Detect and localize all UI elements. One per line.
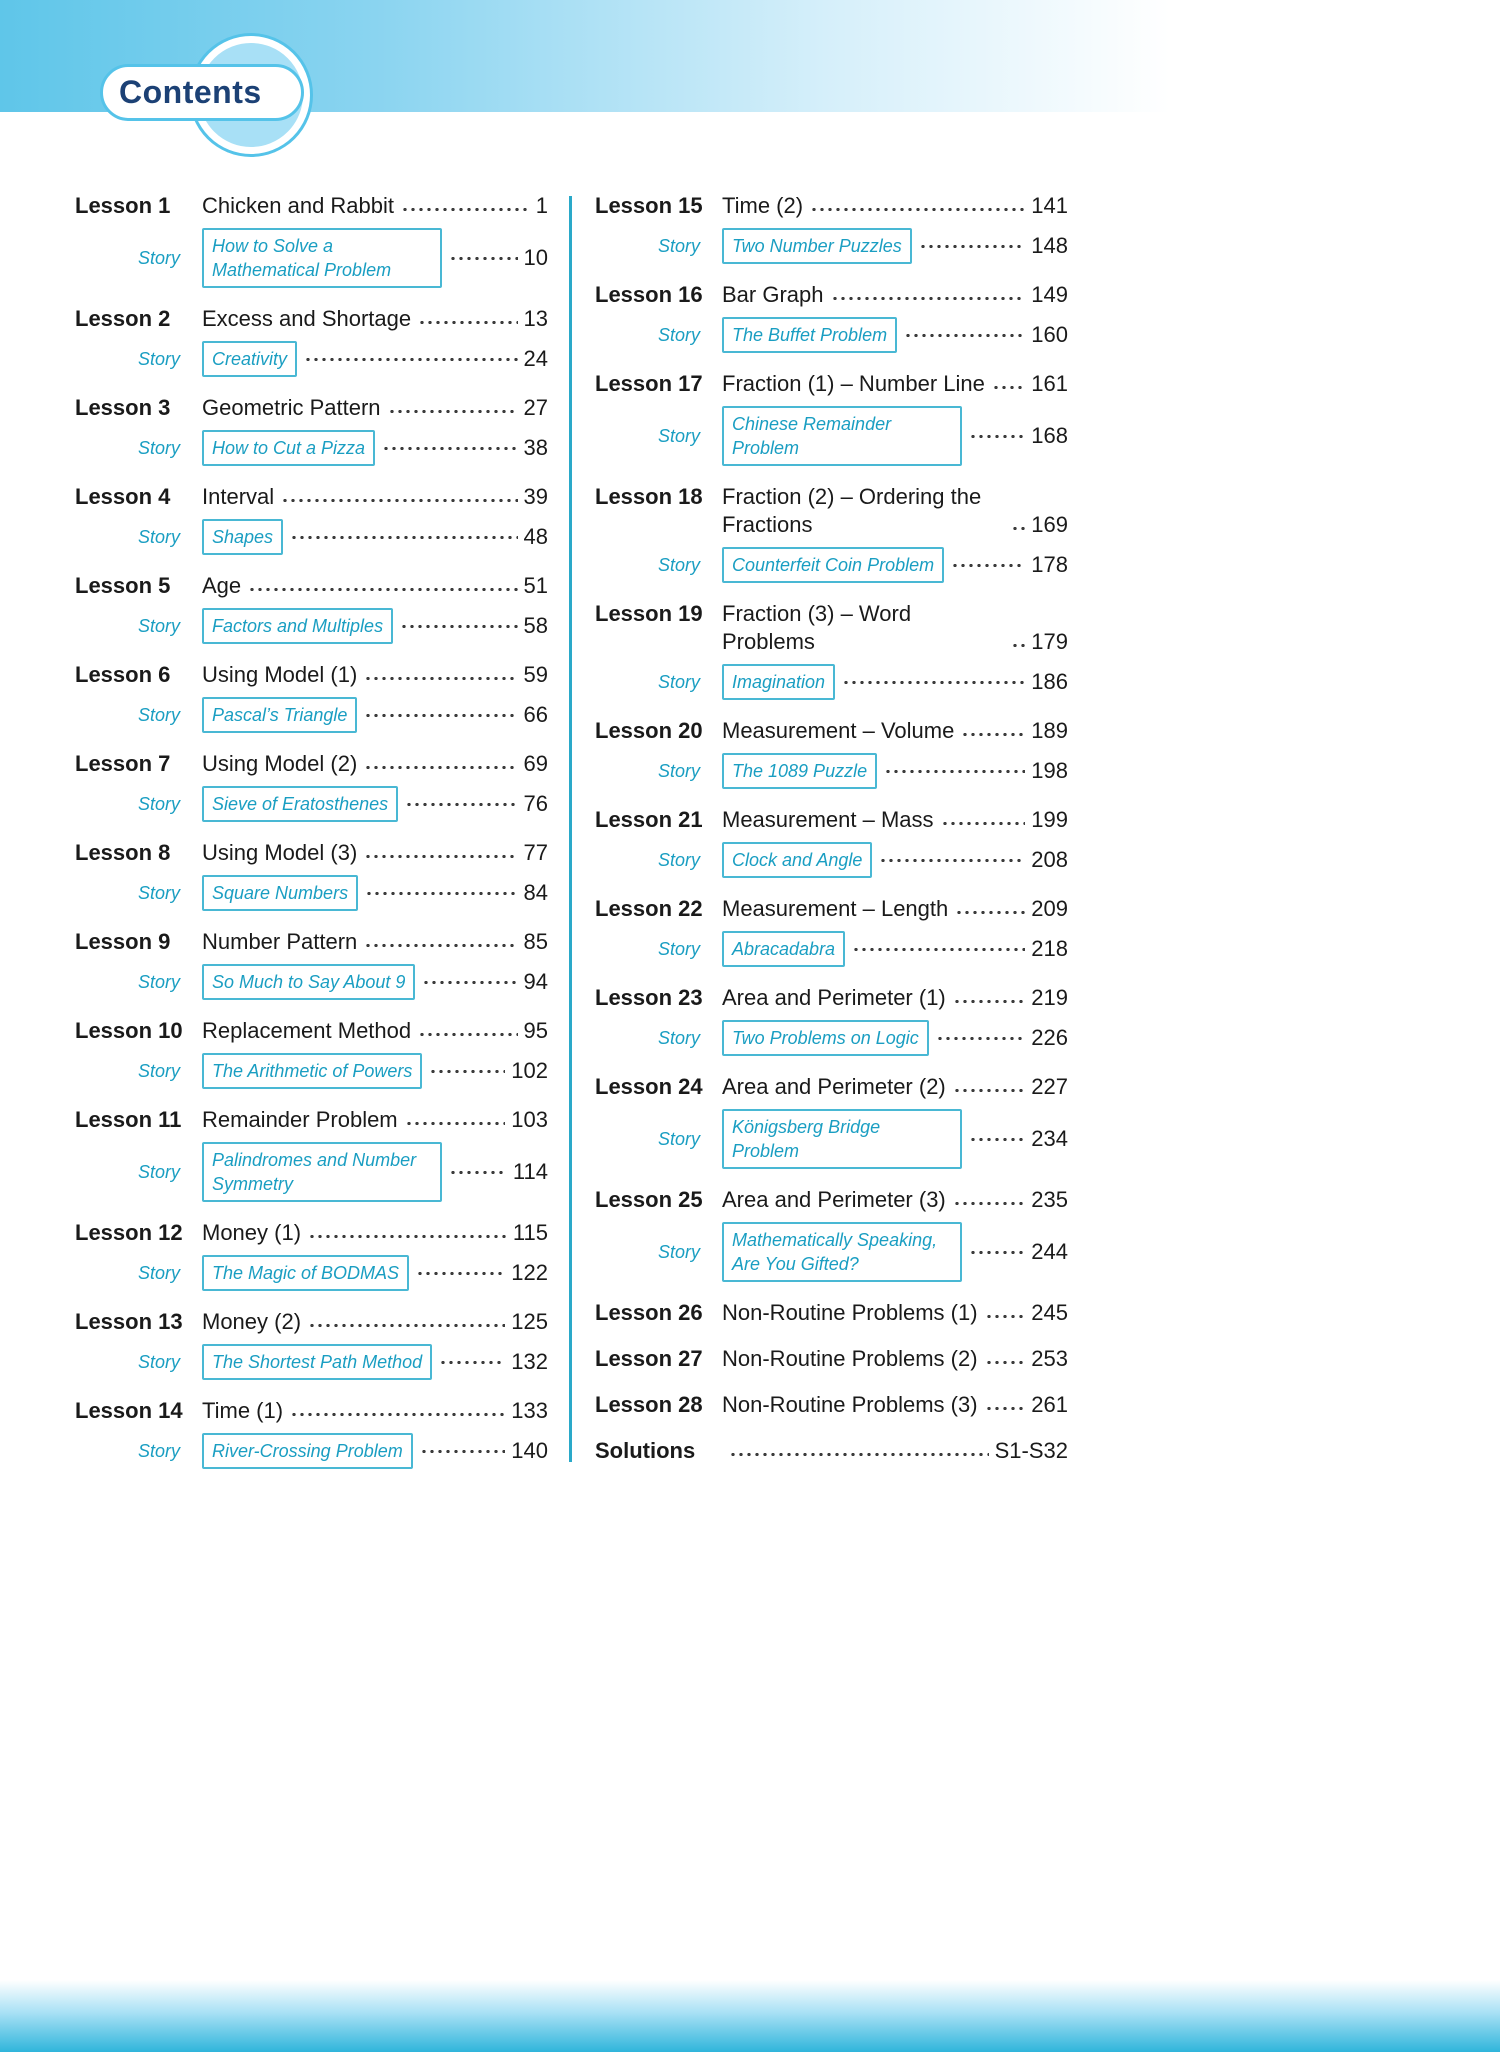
lesson-title: Bar Graph [722, 282, 824, 307]
dotted-leader [281, 499, 517, 502]
dotted-leader [422, 981, 517, 984]
lesson-label: Lesson 9 [75, 929, 171, 954]
story-entry [595, 664, 1068, 700]
story-entry [75, 430, 548, 466]
lesson-page-number: 51 [523, 573, 548, 598]
lesson-label: Lesson 6 [75, 662, 171, 687]
story-page-number: 198 [1031, 758, 1068, 783]
dotted-leader [388, 410, 518, 413]
dotted-leader [439, 1361, 505, 1364]
dotted-leader [810, 208, 1025, 211]
dotted-leader [919, 245, 1026, 248]
dotted-leader [1011, 644, 1025, 647]
story-page-number: 226 [1031, 1025, 1068, 1050]
story-entry [595, 1222, 1068, 1282]
lesson-entry [595, 984, 1068, 1012]
story-title-box: The Arithmetic of Powers [202, 1053, 422, 1089]
dotted-leader [405, 1122, 506, 1125]
footer-band [0, 1980, 1500, 2052]
lesson-page-number: 85 [523, 929, 548, 954]
dotted-leader [290, 536, 517, 539]
story-page-number: 48 [523, 524, 548, 549]
dotted-leader [1011, 527, 1025, 530]
story-page-number: 160 [1031, 322, 1068, 347]
lesson-page-number: 39 [523, 484, 548, 509]
lesson-label: Lesson 14 [75, 1398, 183, 1423]
story-label: Story [657, 324, 700, 345]
lesson-page-number: 69 [523, 751, 548, 776]
lesson-page-number: 133 [511, 1398, 548, 1423]
lesson-label: Lesson 11 [75, 1107, 182, 1132]
dotted-leader [941, 822, 1026, 825]
dotted-leader [400, 625, 517, 628]
story-entry [75, 1053, 548, 1089]
story-label: Story [137, 882, 180, 903]
lesson-entry [595, 1186, 1068, 1214]
story-label: Story [657, 235, 700, 256]
story-page-number: 66 [523, 702, 548, 727]
lesson-label: Lesson 25 [595, 1187, 703, 1212]
lesson-title: Area and Perimeter (3) [722, 1187, 946, 1212]
lesson-label: Lesson 20 [595, 718, 703, 743]
story-label: Story [137, 615, 180, 636]
story-entry [595, 406, 1068, 466]
story-label: Story [137, 793, 180, 814]
story-title-box: Chinese Remainder Problem [722, 406, 962, 466]
story-label: Story [137, 437, 180, 458]
dotted-leader [304, 358, 518, 361]
lesson-title: Fraction (1) – Number Line [722, 371, 985, 396]
story-title-box: The Shortest Path Method [202, 1344, 432, 1380]
story-title-box: Factors and Multiples [202, 608, 393, 644]
lesson-entry [75, 1017, 548, 1045]
lesson-title: Fraction (2) – Ordering the Fractions [722, 484, 982, 537]
lesson-label: Lesson 3 [75, 395, 171, 420]
lesson-entry [75, 394, 548, 422]
lesson-title: Chicken and Rabbit [202, 193, 395, 218]
lesson-label: Solutions [595, 1438, 696, 1463]
lesson-title: Measurement – Length [722, 896, 949, 921]
lesson-page-number: S1-S32 [994, 1438, 1068, 1463]
story-entry [595, 931, 1068, 967]
dotted-leader [290, 1413, 505, 1416]
story-label: Story [657, 1128, 700, 1149]
dotted-leader [364, 714, 517, 717]
dotted-leader [364, 677, 517, 680]
dotted-leader [951, 564, 1025, 567]
story-title-box: Königsberg Bridge Problem [722, 1109, 962, 1169]
dotted-leader [449, 257, 518, 260]
lesson-entry [595, 895, 1068, 923]
story-entry [595, 1020, 1068, 1056]
dotted-leader [418, 321, 517, 324]
lesson-page-number: 59 [523, 662, 548, 687]
lesson-page-number: 245 [1031, 1300, 1068, 1325]
story-title-box: Sieve of Eratosthenes [202, 786, 398, 822]
lesson-entry [75, 839, 548, 867]
lesson-entry [75, 661, 548, 689]
lesson-title: Geometric Pattern [202, 395, 381, 420]
story-entry [75, 1344, 548, 1380]
story-entry [75, 697, 548, 733]
lesson-page-number: 13 [523, 306, 548, 331]
lesson-entry [75, 1308, 548, 1336]
dotted-leader [953, 1000, 1026, 1003]
story-title-box: River-Crossing Problem [202, 1433, 413, 1469]
story-entry [595, 547, 1068, 583]
story-label: Story [137, 1262, 180, 1283]
story-label: Story [137, 971, 180, 992]
lesson-label: Lesson 16 [595, 282, 703, 307]
lesson-label: Lesson 23 [595, 985, 703, 1010]
lesson-label: Lesson 7 [75, 751, 171, 776]
story-label: Story [137, 526, 180, 547]
story-label: Story [657, 1241, 700, 1262]
story-page-number: 10 [523, 245, 548, 270]
lesson-title: Using Model (3) [202, 840, 358, 865]
dotted-leader [953, 1202, 1026, 1205]
lesson-label: Lesson 28 [595, 1392, 703, 1417]
lesson-label: Lesson 1 [75, 193, 171, 218]
lesson-label: Lesson 27 [595, 1346, 703, 1371]
story-page-number: 186 [1031, 669, 1068, 694]
story-title-box: Pascal’s Triangle [202, 697, 357, 733]
story-label: Story [657, 760, 700, 781]
story-page-number: 208 [1031, 847, 1068, 872]
lesson-entry [75, 928, 548, 956]
lesson-page-number: 169 [1031, 512, 1068, 537]
story-entry [595, 1109, 1068, 1169]
story-title-box: The 1089 Puzzle [722, 753, 877, 789]
story-entry [75, 1142, 548, 1202]
story-title-box: Two Problems on Logic [722, 1020, 929, 1056]
lesson-title: Non-Routine Problems (3) [722, 1392, 978, 1417]
lesson-entry [75, 750, 548, 778]
lesson-label: Lesson 10 [75, 1018, 183, 1043]
lesson-title: Area and Perimeter (1) [722, 985, 946, 1010]
lesson-entry [595, 1345, 1068, 1373]
dotted-leader [842, 681, 1025, 684]
lesson-page-number: 261 [1031, 1392, 1068, 1417]
lesson-entry [595, 1073, 1068, 1101]
story-page-number: 140 [511, 1438, 548, 1463]
dotted-leader [729, 1453, 989, 1456]
dotted-leader [308, 1324, 505, 1327]
story-label: Story [137, 1060, 180, 1081]
story-title-box: Counterfeit Coin Problem [722, 547, 944, 583]
story-title-box: How to Solve a Mathematical Problem [202, 228, 442, 288]
lesson-label: Lesson 24 [595, 1074, 703, 1099]
dotted-leader [904, 334, 1025, 337]
story-page-number: 94 [523, 969, 548, 994]
story-entry [595, 753, 1068, 789]
story-label: Story [657, 1027, 700, 1048]
story-label: Story [137, 247, 180, 268]
lesson-entry [595, 1391, 1068, 1419]
dotted-leader [879, 859, 1025, 862]
story-label: Story [657, 849, 700, 870]
toc-column-right [595, 192, 1068, 1483]
dotted-leader [961, 733, 1025, 736]
story-page-number: 84 [523, 880, 548, 905]
lesson-entry [595, 1437, 1068, 1465]
lesson-page-number: 77 [523, 840, 548, 865]
lesson-entry [595, 806, 1068, 834]
dotted-leader [365, 892, 517, 895]
lesson-title: Measurement – Volume [722, 718, 955, 743]
lesson-label: Lesson 18 [595, 484, 703, 509]
lesson-page-number: 141 [1031, 193, 1068, 218]
story-label: Story [137, 1351, 180, 1372]
dotted-leader [405, 803, 517, 806]
lesson-page-number: 125 [511, 1309, 548, 1334]
lesson-entry [75, 305, 548, 333]
dotted-leader [985, 1315, 1026, 1318]
story-title-box: Imagination [722, 664, 835, 700]
story-entry [75, 1433, 548, 1469]
lesson-entry [75, 1106, 548, 1134]
story-title-box: Abracadabra [722, 931, 845, 967]
story-page-number: 132 [511, 1349, 548, 1374]
story-label: Story [137, 1161, 180, 1182]
dotted-leader [955, 911, 1025, 914]
story-page-number: 122 [511, 1260, 548, 1285]
lesson-label: Lesson 2 [75, 306, 171, 331]
lesson-title: Replacement Method [202, 1018, 412, 1043]
lesson-page-number: 95 [523, 1018, 548, 1043]
lesson-entry [75, 483, 548, 511]
dotted-leader [364, 766, 517, 769]
dotted-leader [969, 1138, 1025, 1141]
lesson-title: Area and Perimeter (2) [722, 1074, 946, 1099]
dotted-leader [364, 944, 517, 947]
story-title-box: Clock and Angle [722, 842, 872, 878]
toc-column-left [75, 192, 548, 1486]
lesson-page-number: 1 [535, 193, 548, 218]
dotted-leader [416, 1272, 505, 1275]
lesson-entry [595, 717, 1068, 745]
story-page-number: 168 [1031, 423, 1068, 448]
lesson-title: Age [202, 573, 242, 598]
story-entry [75, 519, 548, 555]
story-entry [75, 964, 548, 1000]
lesson-title: Non-Routine Problems (2) [722, 1346, 978, 1371]
story-page-number: 38 [523, 435, 548, 460]
story-title-box: Mathematically Speaking, Are You Gifted? [722, 1222, 962, 1282]
story-entry [75, 875, 548, 911]
lesson-label: Lesson 13 [75, 1309, 183, 1334]
dotted-leader [429, 1070, 505, 1073]
lesson-page-number: 253 [1031, 1346, 1068, 1371]
lesson-title: Non-Routine Problems (1) [722, 1300, 978, 1325]
lesson-page-number: 209 [1031, 896, 1068, 921]
dotted-leader [418, 1033, 517, 1036]
lesson-title: Using Model (2) [202, 751, 358, 776]
story-entry [75, 608, 548, 644]
lesson-entry [595, 192, 1068, 220]
dotted-leader [382, 447, 517, 450]
dotted-leader [248, 588, 517, 591]
dotted-leader [308, 1235, 507, 1238]
lesson-title: Money (2) [202, 1309, 302, 1334]
lesson-title: Remainder Problem [202, 1107, 398, 1132]
dotted-leader [953, 1089, 1026, 1092]
lesson-title: Interval [202, 484, 275, 509]
dotted-leader [969, 435, 1025, 438]
dotted-leader [831, 297, 1026, 300]
dotted-leader [364, 855, 517, 858]
dotted-leader [992, 386, 1025, 389]
story-title-box: Palindromes and Number Symmetry [202, 1142, 442, 1202]
story-title-box: Two Number Puzzles [722, 228, 912, 264]
lesson-page-number: 149 [1031, 282, 1068, 307]
lesson-page-number: 235 [1031, 1187, 1068, 1212]
story-entry [75, 228, 548, 288]
story-label: Story [137, 348, 180, 369]
dotted-leader [401, 208, 530, 211]
lesson-label: Lesson 15 [595, 193, 703, 218]
story-page-number: 148 [1031, 233, 1068, 258]
story-title-box: The Buffet Problem [722, 317, 897, 353]
lesson-page-number: 219 [1031, 985, 1068, 1010]
lesson-label: Lesson 26 [595, 1300, 703, 1325]
lesson-title: Number Pattern [202, 929, 358, 954]
lesson-title: Excess and Shortage [202, 306, 412, 331]
lesson-title: Using Model (1) [202, 662, 358, 687]
story-label: Story [657, 671, 700, 692]
story-page-number: 178 [1031, 552, 1068, 577]
dotted-leader [884, 770, 1025, 773]
lesson-title: Measurement – Mass [722, 807, 934, 832]
page-title-tab [100, 64, 304, 121]
column-divider [569, 196, 572, 1462]
lesson-title: Fraction (3) – Word Problems [722, 601, 912, 654]
story-title-box: So Much to Say About 9 [202, 964, 415, 1000]
lesson-entry [75, 572, 548, 600]
story-entry [595, 228, 1068, 264]
story-title-box: The Magic of BODMAS [202, 1255, 409, 1291]
story-label: Story [657, 938, 700, 959]
story-title-box: How to Cut a Pizza [202, 430, 375, 466]
lesson-entry [595, 600, 1068, 656]
dotted-leader [449, 1171, 507, 1174]
lesson-page-number: 103 [511, 1107, 548, 1132]
story-title-box: Shapes [202, 519, 283, 555]
lesson-entry [75, 192, 548, 220]
story-page-number: 114 [512, 1159, 548, 1184]
lesson-label: Lesson 4 [75, 484, 171, 509]
lesson-page-number: 27 [523, 395, 548, 420]
story-page-number: 24 [523, 346, 548, 371]
page-title: Contents [119, 74, 262, 110]
lesson-label: Lesson 22 [595, 896, 703, 921]
story-entry [75, 786, 548, 822]
dotted-leader [985, 1407, 1026, 1410]
lesson-label: Lesson 12 [75, 1220, 183, 1245]
lesson-label: Lesson 8 [75, 840, 171, 865]
lesson-label: Lesson 5 [75, 573, 171, 598]
story-entry [595, 842, 1068, 878]
story-entry [75, 1255, 548, 1291]
lesson-entry [595, 281, 1068, 309]
lesson-entry [595, 1299, 1068, 1327]
story-label: Story [657, 425, 700, 446]
lesson-title: Time (2) [722, 193, 804, 218]
dotted-leader [420, 1450, 506, 1453]
story-label: Story [137, 1440, 180, 1461]
story-entry [595, 317, 1068, 353]
lesson-page-number: 189 [1031, 718, 1068, 743]
story-title-box: Creativity [202, 341, 297, 377]
story-page-number: 102 [511, 1058, 548, 1083]
dotted-leader [852, 948, 1025, 951]
story-label: Story [657, 554, 700, 575]
story-page-number: 234 [1031, 1126, 1068, 1151]
lesson-page-number: 199 [1031, 807, 1068, 832]
lesson-entry [595, 370, 1068, 398]
lesson-entry [75, 1397, 548, 1425]
dotted-leader [969, 1251, 1025, 1254]
lesson-entry [75, 1219, 548, 1247]
lesson-entry [595, 483, 1068, 539]
lesson-title: Money (1) [202, 1220, 302, 1245]
lesson-page-number: 179 [1031, 629, 1068, 654]
story-page-number: 244 [1031, 1239, 1068, 1264]
lesson-label: Lesson 17 [595, 371, 703, 396]
lesson-page-number: 161 [1031, 371, 1068, 396]
story-label: Story [137, 704, 180, 725]
story-entry [75, 341, 548, 377]
lesson-page-number: 227 [1031, 1074, 1068, 1099]
dotted-leader [936, 1037, 1026, 1040]
lesson-title: Time (1) [202, 1398, 284, 1423]
story-page-number: 218 [1031, 936, 1068, 961]
story-page-number: 58 [523, 613, 548, 638]
story-page-number: 76 [523, 791, 548, 816]
lesson-label: Lesson 19 [595, 601, 703, 626]
story-title-box: Square Numbers [202, 875, 358, 911]
lesson-label: Lesson 21 [595, 807, 703, 832]
lesson-page-number: 115 [512, 1220, 548, 1245]
dotted-leader [985, 1361, 1026, 1364]
